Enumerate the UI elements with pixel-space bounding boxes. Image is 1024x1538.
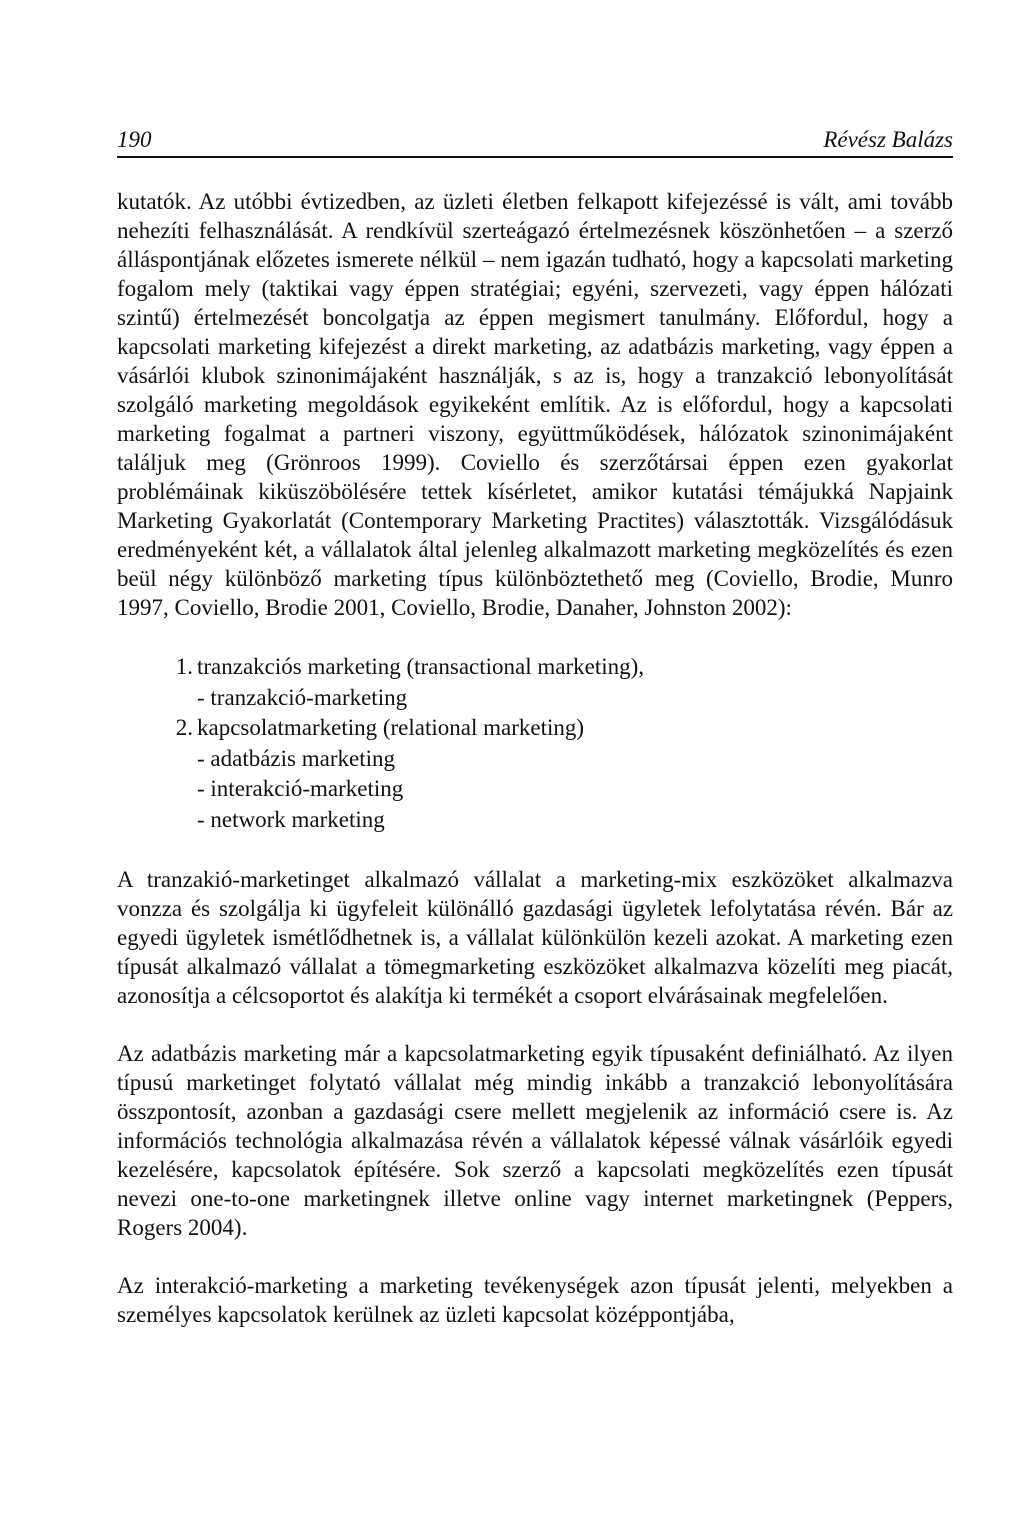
list-subitem: - network marketing [197, 806, 385, 832]
page-number: 190 [117, 127, 152, 152]
list-title: tranzakciós marketing (transactional marketing), [197, 654, 645, 679]
list-subitem: - interakció-marketing [197, 776, 404, 801]
header-rule [117, 156, 953, 158]
list-item [117, 652, 953, 713]
marketing-types-list [117, 652, 953, 835]
running-author: Révész Balázs [823, 127, 953, 152]
list-number: 2. [175, 715, 193, 740]
list-item [117, 713, 953, 835]
page-header [117, 120, 953, 154]
list-number: 1. [175, 654, 193, 679]
paragraph-4: Az interakció-marketing a marketing tevékenységek azon típusát jelenti, melyekben a személyes kapcsolatok kerülnek az üzleti kapcsolat középpontjába, [117, 1273, 953, 1327]
list-title: kapcsolatmarketing (relational marketing) [197, 715, 585, 740]
paragraph-3: Az adatbázis marketing már a kapcsolatmarketing egyik típusaként definiálható. Az ilyen típusú marketinget folytató vállalat még mindig inkább a tranzakció lebonyolítására összpontosít, azonban a gazdasági csere mellett megjelenik az információ csere is. Az információs technológia alkalmazása révén a vállalatok képessé válnak vásárlóik egyedi kezelésére, kapcsolatok építésére. Sok szerző a kapcsolati megközelítés ezen típusát nevezi one-to-one marketingnek illetve online vagy internet marketingnek (Peppers, Rogers 2004). [117, 1041, 953, 1240]
paragraph-1: kutatók. Az utóbbi évtizedben, az üzleti életben felkapott kifejezéssé is vált, ami tovább nehezíti felhasználását. A rendkívül szerteágazó értelmezésnek köszönhetően – a szerző álláspontjának előzetes ismerete nélkül – nem igazán tudható, hogy a kapcsolati marketing fogalom mely (taktikai vagy éppen stratégiai; egyéni, szervezeti, vagy éppen hálózati szintű) értelmezését boncolgatja az éppen megismert tanulmány. Előfordul, hogy a kapcsolati marketing kifejezést a direkt marketing, az adatbázis marketing, vagy éppen a vásárlói klubok szinonimájaként használják, s az is, hogy a tranzakció lebonyolítását szolgáló marketing megoldások egyikeként említik. Az is előfordul, hogy a kapcsolati marketing fogalmat a partneri viszony, együttműködések, hálózatok szinonimájaként találjuk meg (Grönroos 1999). Coviello és szerzőtársai éppen ezen gyakorlat problémáinak kiküszöbölésére tettek kísérletet, amikor kutatási témájukká Napjaink Marketing Gyakorlatát (Contemporary Marketing Practites) választották. Vizsgálódásuk eredményeként két, a vállalatok által jelenleg alkalmazott marketing megközelítés és ezen beül négy különböző marketing típus különböztethető meg (Coviello, Brodie, Munro 1997, Coviello, Brodie 2001, Coviello, Brodie, Danaher, Johnston 2002): [117, 189, 953, 620]
list-subitem: - tranzakció-marketing [197, 684, 408, 710]
paragraph-2: A tranzakió-marketinget alkalmazó vállalat a marketing-mix eszközöket alkalmazva vonzza és szolgálja ki ügyfeleit különálló gazdasági ügyletek lefolytatása révén. Bár az egyedi ügyletek ismétlődhetnek is, a vállalat különkülön kezeli azokat. A marketing ezen típusát alkalmazó vállalat a tömegmarketing eszközöket alkalmazva közelíti meg piacát, azonosítja a célcsoportot és alakítja ki termékét a csoport elvárásainak megfelelően. [117, 867, 953, 1008]
document-page [117, 120, 953, 1329]
list-subitem: - adatbázis marketing [197, 745, 395, 771]
